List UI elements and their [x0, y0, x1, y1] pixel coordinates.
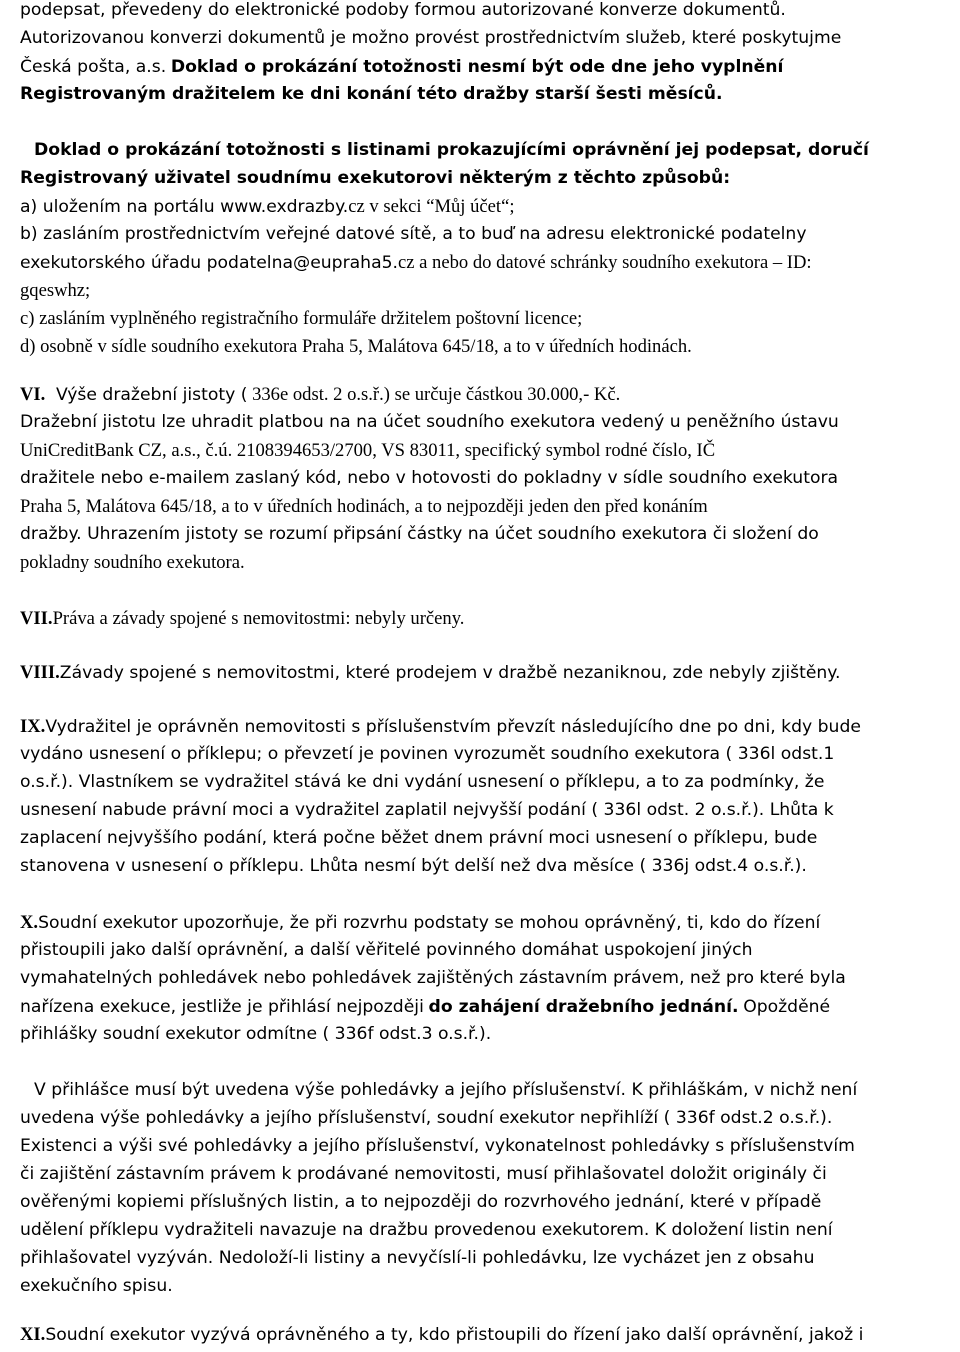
section-number: VIII. — [20, 662, 60, 683]
text-span: exekutorského úřadu podatelna@eupraha5. — [20, 253, 398, 273]
text-line: c) zasláním vyplněného registračního formuláře držitelem poštovní licence; — [20, 308, 583, 329]
text-span: Vydražitel je oprávněn nemovitosti s příslušenstvím převzít následujícího dne po dni, kdy bude — [45, 717, 861, 737]
text-line: b) zasláním prostřednictvím veřejné datové sítě, a to buď na adresu elektronické podatelny — [20, 224, 807, 244]
text-line: Existenci a výši své pohledávky a jejího příslušenství, vykonatelnost pohledávky s příslušenstvím — [20, 1136, 855, 1156]
text-span: cz v sekci “Můj účet“; — [348, 196, 515, 217]
text-line: či zajištění zástavním právem k prodávané nemovitosti, musí přihlašovatel doložit originály či — [20, 1164, 827, 1184]
text-line: přistoupili jako další oprávnění, a další věřitelé povinného domáhat uspokojení jiných — [20, 940, 753, 960]
text-line: ověřenými kopiemi příslušných listin, a to nejpozději do rozvrhového jednání, které v případě — [20, 1192, 822, 1212]
text-line: V přihlášce musí být uvedena výše pohledávky a jejího příslušenství. K přihláškám, v nichž není — [34, 1080, 858, 1100]
text-line: Registrovaný uživatel soudnímu exekutorovi některým z těchto způsobů: — [20, 168, 731, 188]
text-line: exekučního spisu. — [20, 1276, 173, 1296]
text-line: Doklad o prokázání totožnosti s listinami prokazujícími oprávnění jej podepsat, doručí — [34, 140, 869, 160]
section-vi-line — [20, 386, 620, 405]
text-span: Soudní exekutor vyzývá oprávněného a ty, kdo přistoupili do řízení jako další oprávnění, jakož i — [45, 1325, 864, 1345]
text-span-bold: Doklad o prokázání totožnosti nesmí být ode dne jeho vyplnění — [170, 57, 784, 77]
section-number: VI. — [20, 384, 46, 405]
text-line: Registrovaným dražitelem ke dni konání této dražby starší šesti měsíců. — [20, 84, 723, 104]
section-vii-line — [20, 610, 464, 629]
text-line: stanovena v usnesení o příklepu. Lhůta nesmí být delší než dva měsíce ( 336j odst.4 o.s.ř.). — [20, 856, 807, 876]
text-line: přihlášky soudní exekutor odmítne ( 336f odst.3 o.s.ř.). — [20, 1024, 492, 1044]
text-line: podepsat, převedeny do elektronické podoby formou autorizované konverze dokumentů. — [20, 0, 786, 20]
text-line: dražby. Uhrazením jistoty se rozumí připsání částky na účet soudního exekutora či složení do — [20, 524, 819, 544]
text-line: pokladny soudního exekutora. — [20, 552, 245, 573]
text-span: Výše dražební jistoty ( — [55, 385, 248, 405]
text-span: 336e odst. 2 o.s.ř.) se určuje částkou 30.000,- Kč. — [247, 384, 621, 405]
text-span: Česká pošta, a.s. — [20, 57, 167, 77]
section-ix-line — [20, 718, 861, 737]
text-line: dražitele nebo e-mailem zaslaný kód, nebo v hotovosti do pokladny v sídle soudního exekutora — [20, 468, 839, 488]
text-span: UniCreditBank CZ, a.s., č.ú. — [20, 440, 233, 461]
text-span: cz a nebo do datové schránky soudního exekutora – ID: — [398, 252, 812, 273]
text-line: přihlašovatel vyzýván. Nedoloží-li listiny a nevyčíslí-li pohledávku, lze vycházet jen z obsahu — [20, 1248, 815, 1268]
text-line — [20, 58, 783, 77]
text-span-bold: do zahájení dražebního jednání. — [428, 997, 739, 1017]
text-span: Soudní exekutor upozorňuje, že při rozvrhu podstaty se mohou oprávněný, ti, kdo do řízení — [38, 913, 821, 933]
section-xi-line — [20, 1326, 863, 1345]
text-line: zaplacení nejvyššího podání, která počne běžet dnem právní moci usnesení o příklepu, bude — [20, 828, 818, 848]
section-number: XI. — [20, 1324, 46, 1345]
text-line: Praha 5, Malátova 645/18, a to v úředních hodinách, a to nejpozději jeden den před konáním — [20, 496, 708, 517]
text-line: udělení příklepu vydražiteli navazuje na dražbu provedenou exekutorem. K doložení listin není — [20, 1220, 833, 1240]
text-line — [20, 198, 515, 217]
text-span: 2108394653/2700, VS 83011, specifický symbol rodné číslo, IČ — [236, 440, 716, 461]
text-line: uvedena výše pohledávky a jejího příslušenství, soudní exekutor nepřihlíží ( 336f odst.2 o.s.ř.). — [20, 1108, 833, 1128]
text-line: usnesení nabude právní moci a vydražitel zaplatil nejvyšší podání ( 336l odst. 2 o.s.ř.). Lhůta k — [20, 800, 834, 820]
text-line: vymahatelných pohledávek nebo pohledávek zajištěných zástavním právem, než pro které byla — [20, 968, 846, 988]
text-span: Opožděné — [743, 997, 831, 1017]
section-x-line — [20, 914, 820, 933]
text-line: Dražební jistotu lze uhradit platbou na na účet soudního exekutora vedený u peněžního ústavu — [20, 412, 839, 432]
text-line: gqeswhz; — [20, 280, 91, 301]
text-line: Autorizovanou konverzi dokumentů je možno provést prostřednictvím služeb, které poskytujme — [20, 28, 842, 48]
text-span: a) uložením na portálu www.exdrazby. — [20, 197, 349, 217]
text-span: nařízena exekuce, jestliže je přihlásí nejpozději — [20, 997, 424, 1017]
text-span: Závady spojené s nemovitostmi, které prodejem v dražbě nezaniknou, zde nebyly zjištěny. — [59, 663, 841, 683]
text-line — [20, 254, 812, 273]
text-line: vydáno usnesení o příklepu; o převzetí je povinen vyrozumět soudního exekutora ( 336l odst.1 — [20, 744, 835, 764]
section-number: X. — [20, 912, 39, 933]
section-number: VII. — [20, 608, 53, 629]
text-line — [20, 442, 715, 461]
text-line — [20, 998, 830, 1017]
section-number: IX. — [20, 716, 46, 737]
text-line: o.s.ř.). Vlastníkem se vydražitel stává ke dni vydání usnesení o příklepu, a to za podmínky, že — [20, 772, 825, 792]
section-viii-line — [20, 664, 840, 683]
text-line: d) osobně v sídle soudního exekutora Praha 5, Malátova 645/18, a to v úředních hodinách. — [20, 336, 692, 357]
text-span: Práva a závady spojené s nemovitostmi: nebyly určeny. — [52, 608, 465, 629]
